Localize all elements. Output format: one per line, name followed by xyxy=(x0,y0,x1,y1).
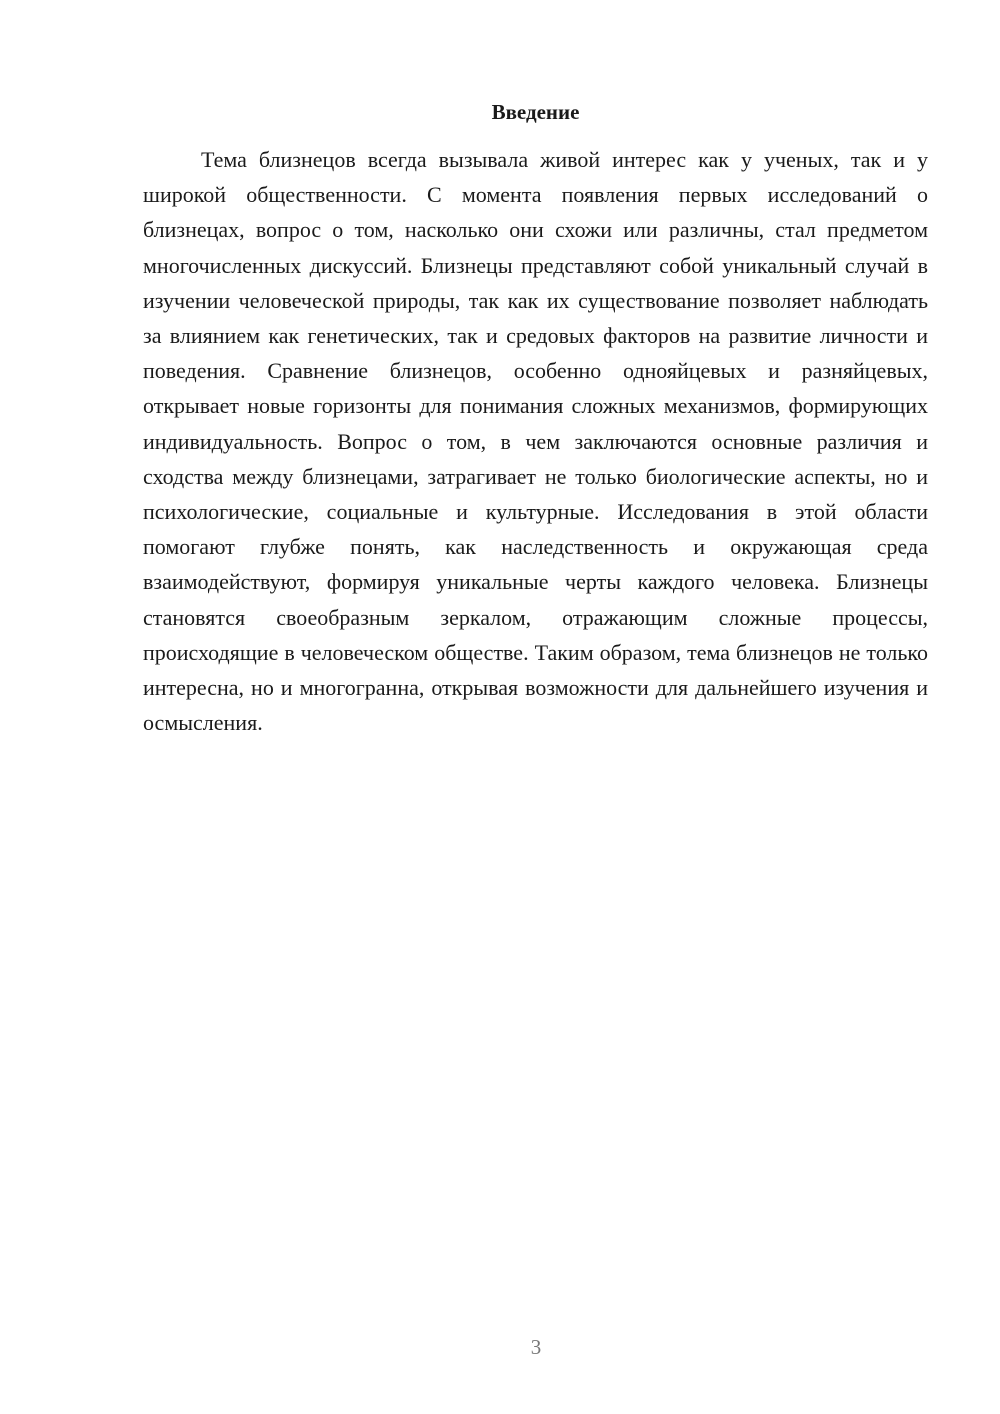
body-paragraph: Тема близнецов всегда вызывала живой интерес как у ученых, так и у широкой общественности. С момента появления первых исследований о близнецах, вопрос о том, насколько они схожи или различны, стал предметом многочисленных дискуссий. Близнецы представляют собой уникальный случай в изучении человеческой природы, так как их существование позволяет наблюдать за влиянием как генетических, так и средовых факторов на развитие личности и поведения. Сравнение близнецов, особенно однояйцевых и разняйцевых, открывает новые горизонты для понимания сложных механизмов, формирующих индивидуальность. Вопрос о том, в чем заключаются основные различия и сходства между близнецами, затрагивает не только биологические аспекты, но и психологические, социальные и культурные. Исследования в этой области помогают глубже понять, как наследственность и окружающая среда взаимодействуют, формируя уникальные черты каждого человека. Близнецы становятся своеобразным зеркалом, отражающим сложные процессы, происходящие в человеческом обществе. Таким образом, тема близнецов не только интересна, но и многогранна, открывая возможности для дальнейшего изучения и осмысления. xyxy=(143,147,928,736)
section-heading: Введение xyxy=(491,100,580,124)
page-number: 3 xyxy=(530,1335,542,1359)
